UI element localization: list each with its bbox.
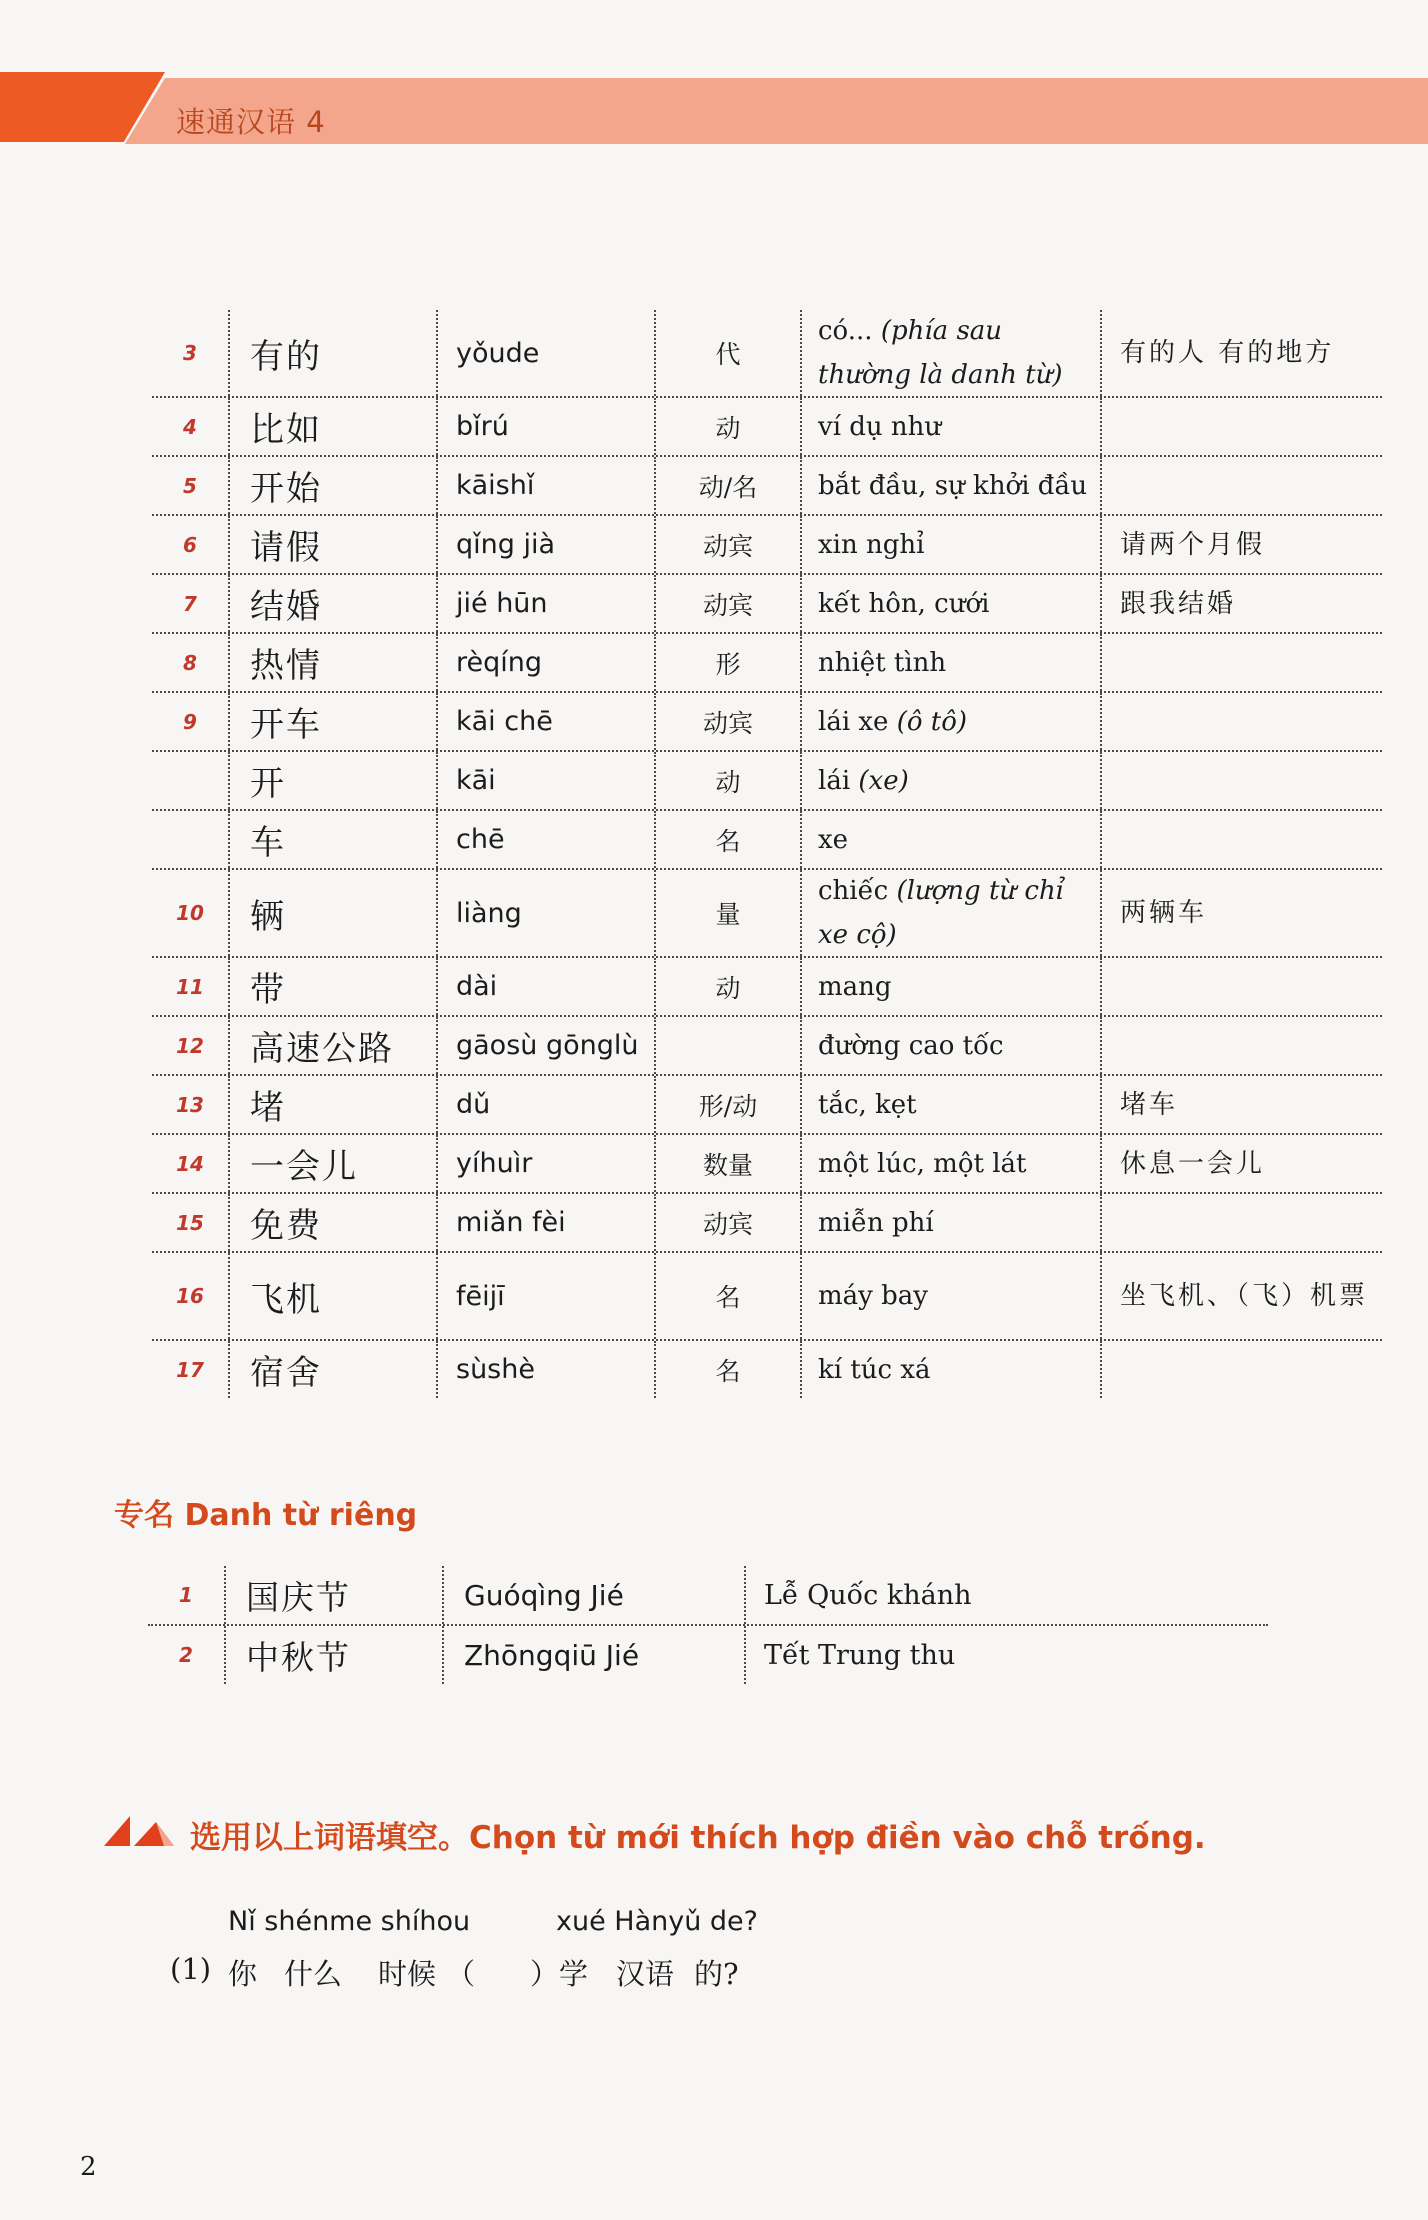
vocab-row <box>152 868 1382 956</box>
header-banner <box>0 72 1428 150</box>
vocab-pinyin: kāishǐ <box>436 457 654 514</box>
vocab-word: 辆 <box>228 870 436 956</box>
vocab-example <box>1100 958 1382 1015</box>
vocab-meaning-text: máy bay <box>818 1281 928 1311</box>
vocab-row <box>152 956 1382 1015</box>
vocab-number: 6 <box>183 532 197 557</box>
vocab-example <box>1100 811 1382 868</box>
vocab-number: 14 <box>176 1151 204 1176</box>
vocab-number: 13 <box>176 1092 204 1117</box>
vocab-pinyin: rèqíng <box>436 634 654 691</box>
vocab-number: 5 <box>183 473 197 498</box>
proper-noun-row <box>148 1566 1268 1624</box>
vocab-part-of-speech: 动 <box>654 398 800 455</box>
vocab-pinyin: gāosù gōnglù <box>436 1017 654 1074</box>
vocab-row <box>152 514 1382 573</box>
vocab-row <box>152 310 1382 396</box>
vocab-part-of-speech: 名 <box>654 811 800 868</box>
proper-noun-word: 国庆节 <box>224 1566 442 1624</box>
vocab-meaning <box>800 398 1100 455</box>
vocab-word: 有的 <box>228 310 436 396</box>
exercise-pinyin-part2: xué Hànyǔ de? <box>556 1906 758 1937</box>
vocab-pinyin: bǐrú <box>436 398 654 455</box>
vocab-meaning <box>800 575 1100 632</box>
vocab-example <box>1100 1341 1382 1398</box>
vocab-number <box>152 811 228 868</box>
vocab-meaning-text: có... <box>818 316 873 346</box>
vocab-meaning <box>800 1341 1100 1398</box>
vocab-meaning-text: đường cao tốc <box>818 1030 1004 1061</box>
vocab-example: 跟我结婚 <box>1100 575 1382 632</box>
vocab-word: 带 <box>228 958 436 1015</box>
vocab-part-of-speech: 形 <box>654 634 800 691</box>
vocab-word: 宿舍 <box>228 1341 436 1398</box>
vocab-number <box>152 752 228 809</box>
vocab-part-of-speech: 名 <box>654 1253 800 1339</box>
vocabulary-table <box>152 310 1382 1398</box>
vocab-part-of-speech: 动宾 <box>654 693 800 750</box>
proper-noun-word: 中秋节 <box>224 1626 442 1684</box>
vocab-meaning-note: (lượng từ chỉ xe cộ) <box>818 876 1065 950</box>
vocab-part-of-speech: 动 <box>654 958 800 1015</box>
vocab-word: 堵 <box>228 1076 436 1133</box>
vocab-pinyin: chē <box>436 811 654 868</box>
vocab-number: 11 <box>176 974 204 999</box>
vocab-row <box>152 1074 1382 1133</box>
vocab-pinyin: yǒude <box>436 310 654 396</box>
vocab-meaning <box>800 693 1100 750</box>
vocab-meaning-text: miễn phí <box>818 1207 934 1238</box>
vocab-meaning <box>800 1194 1100 1251</box>
proper-noun-row <box>148 1624 1268 1684</box>
vocab-part-of-speech: 形/动 <box>654 1076 800 1133</box>
vocab-meaning-text: bắt đầu, sự khởi đầu <box>818 470 1088 501</box>
vocab-meaning <box>800 870 1100 956</box>
vocab-meaning-text: nhiệt tình <box>818 647 947 678</box>
vocab-row <box>152 1251 1382 1339</box>
vocab-part-of-speech: 动宾 <box>654 516 800 573</box>
vocab-number: 15 <box>176 1210 204 1235</box>
vocab-example <box>1100 752 1382 809</box>
page-number: 2 <box>80 2152 97 2182</box>
vocab-number: 3 <box>183 341 197 365</box>
vocab-meaning <box>800 1017 1100 1074</box>
vocab-part-of-speech: 名 <box>654 1341 800 1398</box>
proper-noun-number: 2 <box>179 1643 193 1667</box>
sentence-word: 你 <box>228 1957 258 1991</box>
vocab-example <box>1100 457 1382 514</box>
vocab-meaning-text: lái xe <box>818 706 889 737</box>
vocab-meaning <box>800 811 1100 868</box>
vocab-pinyin: sùshè <box>436 1341 654 1398</box>
vocab-meaning-text: lái <box>818 765 851 796</box>
vocab-row <box>152 1015 1382 1074</box>
vocab-example <box>1100 398 1382 455</box>
vocab-row <box>152 573 1382 632</box>
vocab-meaning-text: kết hôn, cưới <box>818 588 990 619</box>
vocab-pinyin: miǎn fèi <box>436 1194 654 1251</box>
vocab-pinyin: dài <box>436 958 654 1015</box>
proper-noun-meaning: Lễ Quốc khánh <box>744 1566 1268 1624</box>
vocab-row <box>152 750 1382 809</box>
vocab-row <box>152 1339 1382 1398</box>
vocab-row <box>152 632 1382 691</box>
vocab-meaning <box>800 310 1100 396</box>
vocab-meaning <box>800 752 1100 809</box>
vocab-meaning <box>800 457 1100 514</box>
vocab-pinyin: kāi <box>436 752 654 809</box>
vocab-meaning-text: kí túc xá <box>818 1354 931 1385</box>
vocab-meaning-text: mang <box>818 971 892 1002</box>
vocab-example: 坐飞机、（飞）机票 <box>1100 1253 1382 1339</box>
vocab-row <box>152 455 1382 514</box>
vocab-part-of-speech <box>654 1017 800 1074</box>
vocab-row <box>152 396 1382 455</box>
exercise-pinyin-part1: Nǐ shénme shíhou <box>228 1906 471 1937</box>
vocab-pinyin: fēijī <box>436 1253 654 1339</box>
vocab-word: 热情 <box>228 634 436 691</box>
vocab-meaning-note: (phía sau thường là danh từ) <box>818 316 1063 390</box>
vocab-part-of-speech: 量 <box>654 870 800 956</box>
vocab-word: 结婚 <box>228 575 436 632</box>
proper-nouns-table <box>148 1566 1268 1684</box>
vocab-meaning <box>800 958 1100 1015</box>
vocab-example: 休息一会儿 <box>1100 1135 1382 1192</box>
vocab-example <box>1100 1194 1382 1251</box>
vocab-pinyin: qǐng jià <box>436 516 654 573</box>
vocab-word: 车 <box>228 811 436 868</box>
vocab-part-of-speech: 动 <box>654 752 800 809</box>
vocab-row <box>152 691 1382 750</box>
vocab-word: 一会儿 <box>228 1135 436 1192</box>
exercise-instruction: 选用以上词语填空。Chọn từ mới thích hợp điền vào chỗ trống. <box>190 1820 1206 1856</box>
sentence-word: 的? <box>694 1957 739 1991</box>
vocab-example: 有的人 有的地方 <box>1100 310 1382 396</box>
vocab-number: 16 <box>176 1284 204 1308</box>
sentence-word: 时候 <box>378 1957 437 1991</box>
vocab-meaning <box>800 1135 1100 1192</box>
vocab-number: 17 <box>176 1357 204 1382</box>
vocab-word: 请假 <box>228 516 436 573</box>
vocab-row <box>152 1192 1382 1251</box>
proper-noun-meaning: Tết Trung thu <box>744 1626 1268 1684</box>
vocab-meaning-text: chiếc <box>818 876 889 906</box>
vocab-example <box>1100 693 1382 750</box>
blank-open-paren: （ <box>446 1957 476 1991</box>
vocab-word: 开 <box>228 752 436 809</box>
vocab-meaning-note: (ô tô) <box>896 706 968 737</box>
vocab-number: 12 <box>176 1033 204 1058</box>
vocab-meaning <box>800 634 1100 691</box>
vocab-word: 免费 <box>228 1194 436 1251</box>
vocab-part-of-speech: 动宾 <box>654 575 800 632</box>
vocab-example: 两辆车 <box>1100 870 1382 956</box>
vocab-number: 9 <box>183 709 197 734</box>
proper-nouns-heading: 专名 Danh từ riêng <box>114 1498 418 1533</box>
proper-noun-pinyin: Zhōngqiū Jié <box>442 1626 744 1684</box>
sentence-word: ）学 <box>530 1957 589 1991</box>
vocab-number: 10 <box>176 901 204 925</box>
vocab-pinyin: yíhuìr <box>436 1135 654 1192</box>
vocab-word: 飞机 <box>228 1253 436 1339</box>
vocab-meaning-text: xe <box>818 824 849 855</box>
vocab-word: 开车 <box>228 693 436 750</box>
vocab-number: 7 <box>183 591 197 616</box>
vocab-part-of-speech: 代 <box>654 310 800 396</box>
vocab-meaning <box>800 1253 1100 1339</box>
vocab-part-of-speech: 数量 <box>654 1135 800 1192</box>
vocab-example <box>1100 634 1382 691</box>
vocab-word: 高速公路 <box>228 1017 436 1074</box>
vocab-part-of-speech: 动宾 <box>654 1194 800 1251</box>
vocab-word: 开始 <box>228 457 436 514</box>
question-number: (1) <box>170 1952 212 1986</box>
vocab-word: 比如 <box>228 398 436 455</box>
vocab-example: 请两个月假 <box>1100 516 1382 573</box>
vocab-example: 堵车 <box>1100 1076 1382 1133</box>
vocab-number: 4 <box>183 414 197 439</box>
vocab-row <box>152 809 1382 868</box>
vocab-meaning-text: xin nghỉ <box>818 529 925 560</box>
sentence-word: 汉语 <box>616 1957 675 1991</box>
sentence-word: 什么 <box>284 1957 343 1991</box>
book-title: 速通汉语 4 <box>176 105 326 139</box>
vocab-row <box>152 1133 1382 1192</box>
vocab-pinyin: dǔ <box>436 1076 654 1133</box>
exercise-triangle-icon <box>104 1816 174 1846</box>
vocab-example <box>1100 1017 1382 1074</box>
vocab-number: 8 <box>183 650 197 675</box>
vocab-part-of-speech: 动/名 <box>654 457 800 514</box>
vocab-meaning-text: một lúc, một lát <box>818 1148 1027 1179</box>
vocab-pinyin: liàng <box>436 870 654 956</box>
vocab-meaning-text: ví dụ như <box>818 411 942 442</box>
vocab-meaning <box>800 1076 1100 1133</box>
vocab-meaning-note: (xe) <box>858 765 909 796</box>
vocab-pinyin: kāi chē <box>436 693 654 750</box>
proper-noun-pinyin: Guóqìng Jié <box>442 1566 744 1624</box>
vocab-pinyin: jié hūn <box>436 575 654 632</box>
vocab-meaning-text: tắc, kẹt <box>818 1089 917 1120</box>
proper-noun-number: 1 <box>179 1583 193 1607</box>
vocab-meaning <box>800 516 1100 573</box>
